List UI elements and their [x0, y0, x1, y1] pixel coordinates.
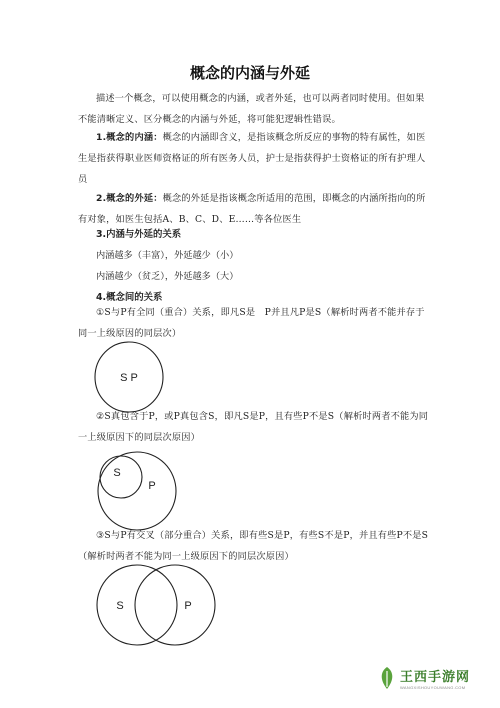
- venn-p-label: P: [148, 480, 156, 492]
- leaf-logo-icon: [378, 665, 396, 691]
- section-4-heading: 4.概念间的关系: [96, 292, 163, 303]
- site-watermark: [378, 662, 470, 694]
- venn-s-label: S: [113, 467, 121, 479]
- section-1-text: 概念的内涵即含义，是指该概念所反应的事物的特有属性，如医生是指获得职业医师资格证的所有医务人员，护士是指获得护士资格证的所有护理人员: [78, 132, 426, 185]
- venn-s-circle: [100, 456, 142, 498]
- venn-overlap-s-label: S: [116, 600, 124, 612]
- section-2-label: 2.概念的外延：: [96, 193, 163, 204]
- relation-1-text: ①S与P有全同（重合）关系，即凡S是 P并且凡P是S（解析时两者不能并存于同一上级原因的同层次）: [78, 307, 425, 339]
- section-2-text: 概念的外延是指该概念所适用的范围，即概念的内涵所指向的所有对象，如医生包括A、B、C、D、E……等各位医生: [78, 193, 426, 225]
- watermark-sub: WANGXISHOUYOUWANG.COM: [399, 685, 466, 690]
- venn-overlap-p-circle: [135, 565, 215, 645]
- intro-paragraph: 描述一个概念，可以使用概念的内涵，或者外延，也可以两者同时使用。但如果不能清晰定义、区分概念的内涵与外延，将可能犯逻辑性错误。: [78, 93, 425, 125]
- venn-identical-label: S P: [120, 372, 138, 384]
- section-2: [78, 188, 430, 230]
- venn-containment-diagram: [97, 451, 177, 531]
- relation-2-text: ②S真包含于P，或P真包含S，即凡S是P，且有些P不是S（解析时两者不能为同一上级原因下的同层次原因）: [78, 411, 429, 443]
- section-3-line-1: 内涵越多（丰富），外延越少（小）: [96, 250, 239, 261]
- venn-overlap-diagram: [96, 564, 216, 646]
- section-3-heading: 3.内涵与外延的关系: [96, 229, 182, 240]
- watermark-name: 王西手游网: [399, 670, 470, 685]
- section-3-line-2: 内涵越少（贫乏），外延越多（大）: [96, 271, 239, 282]
- venn-identical-diagram: [94, 341, 164, 413]
- section-1-label: 1.概念的内涵：: [96, 132, 163, 143]
- section-1: [78, 127, 430, 190]
- relation-3-text: ③S与P有交叉（部分重合）关系，即有些S是P，有些S不是P，并且有些P不是S（解析时两者不能为同一上级原因下的同层次原因）: [78, 530, 429, 562]
- venn-overlap-s-circle: [97, 565, 177, 645]
- page-title: 概念的内涵与外延: [189, 64, 310, 82]
- venn-overlap-p-label: P: [184, 600, 192, 612]
